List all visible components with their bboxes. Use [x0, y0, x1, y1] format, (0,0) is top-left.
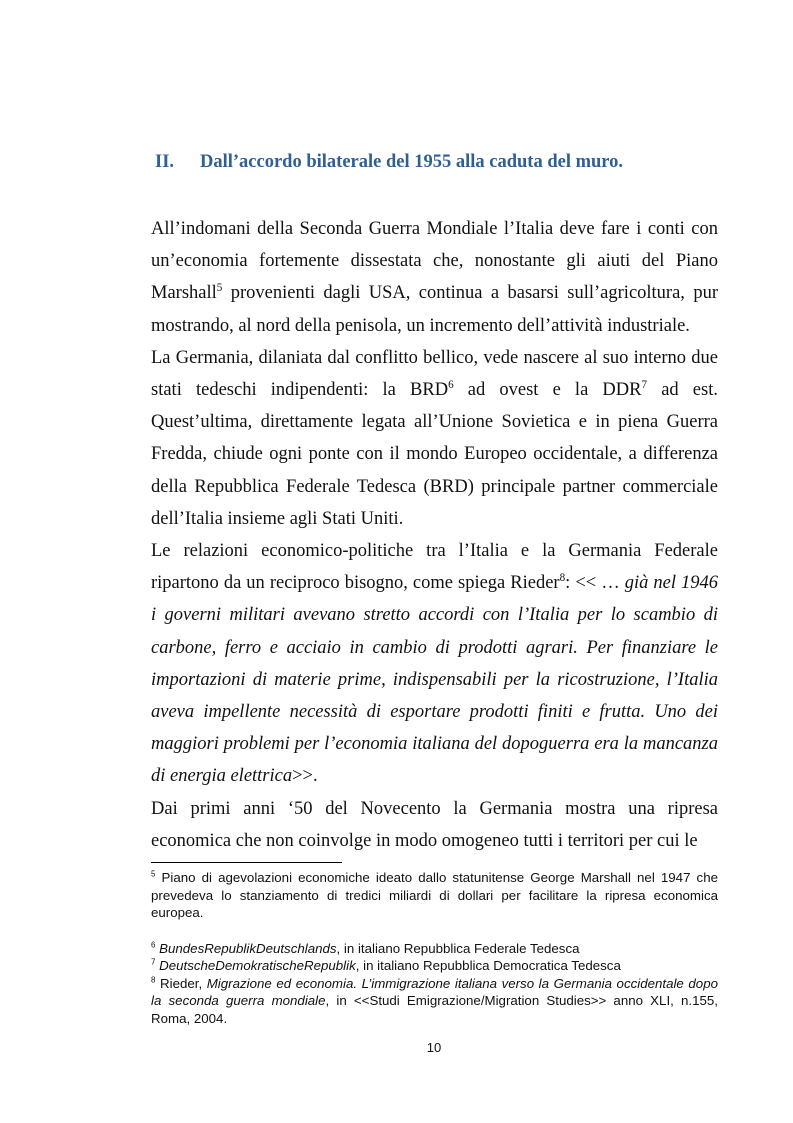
- section-title: Dall’accordo bilaterale del 1955 alla caduta del muro.: [200, 152, 624, 172]
- footnote-ref-5[interactable]: 5: [216, 282, 223, 295]
- footnote-5-number: 5: [151, 869, 156, 879]
- footnote-6: [151, 940, 718, 958]
- paragraph-2-text-b: ad ovest e la DDR: [453, 380, 642, 401]
- paragraph-3-text-b: : << …: [565, 573, 625, 594]
- footnotes: [151, 869, 718, 1027]
- paragraph-1: [151, 213, 718, 342]
- footnote-6-text: , in italiano Repubblica Federale Tedesca: [336, 940, 580, 956]
- paragraph-2: [151, 342, 718, 535]
- footnote-8-text-b: , in <<Studi Emigrazione/Migration Studies>> anno XLI, n.155, Roma, 2004.: [151, 993, 718, 1026]
- footnote-7-term: DeutscheDemokratischeRepublik: [155, 958, 356, 973]
- footnote-ref-8[interactable]: 8: [559, 572, 566, 585]
- paragraph-3-text-a: Le relazioni economico-politiche tra l’Italia e la Germania Federale ripartono da un reciproco bisogno, come spiega Rieder: [151, 541, 718, 594]
- footnote-5: [151, 869, 718, 922]
- footnote-separator: [151, 862, 342, 863]
- section-heading: [155, 152, 755, 173]
- page-number: 10: [426, 1040, 442, 1055]
- paragraph-2-text-c: ad est. Quest’ultima, direttamente legata all’Unione Sovietica e in piena Guerra Fredda, chiude ogni ponte con il mondo Europeo occidentale, a differenza della Repubblica Federale Tedesca (BRD) principale partner commerciale dell’Italia insieme agli Stati Uniti.: [151, 380, 718, 529]
- footnote-8-text-a: Rieder,: [155, 975, 207, 991]
- paragraph-3-text-c: >>.: [292, 766, 318, 787]
- footnote-7-number: 7: [151, 957, 156, 967]
- footnote-7-text: , in italiano Repubblica Democratica Tedesca: [355, 958, 621, 973]
- footnote-ref-7[interactable]: 7: [641, 378, 648, 391]
- footnote-8: [151, 975, 718, 1028]
- body-text: [151, 213, 718, 857]
- footnote-6-term: BundesRepublikDeutschlands: [155, 940, 337, 956]
- paragraph-1-text-b: provenienti dagli USA, continua a basarsi sull’agricoltura, pur mostrando, al nord della penisola, un incremento dell’attività industriale.: [151, 283, 718, 336]
- footnote-8-number: 8: [151, 975, 156, 985]
- paragraph-4: Dai primi anni ‘50 del Novecento la Germania mostra una ripresa economica che non coinvolge in modo omogeneo tutti i territori per cui le: [151, 798, 718, 851]
- paragraph-2-text-a: La Germania, dilaniata dal conflitto bellico, vede nascere al suo interno due stati tedeschi indipendenti: la BRD: [151, 347, 718, 401]
- section-number: II.: [155, 152, 175, 172]
- footnote-ref-6[interactable]: 6: [448, 378, 454, 391]
- footnote-7: [151, 957, 718, 975]
- footnote-8-title: Migrazione ed economia. L’immigrazione italiana verso la Germania occidentale dopo la seconda guerra mondiale: [151, 975, 718, 1008]
- footnote-5-text: Piano di agevolazioni economiche ideato dallo statunitense George Marshall nel 1947 che prevedeva lo stanziamento di tredici miliardi di dollari per facilitare la ripresa economica europea.: [151, 870, 718, 920]
- rieder-quote: già nel 1946 i governi militari avevano stretto accordi con l’Italia per lo scambio di carbone, ferro e acciaio in cambio di prodotti agrari. Per finanziare le importazioni di materie prime, indispensabili per la ricostruzione, l’Italia aveva impellente necessità di esportare prodotti finiti e frutta. Uno dei maggiori problemi per l’economia italiana del dopoguerra era la mancanza di energia elettrica: [151, 573, 718, 787]
- footnote-6-number: 6: [151, 940, 156, 950]
- paragraph-3: [151, 535, 718, 793]
- paragraph-1-text-a: All’indomani della Seconda Guerra Mondiale l’Italia deve fare i conti con un’economia fortemente dissestata che, nonostante gli aiuti del Piano Marshall: [151, 219, 718, 304]
